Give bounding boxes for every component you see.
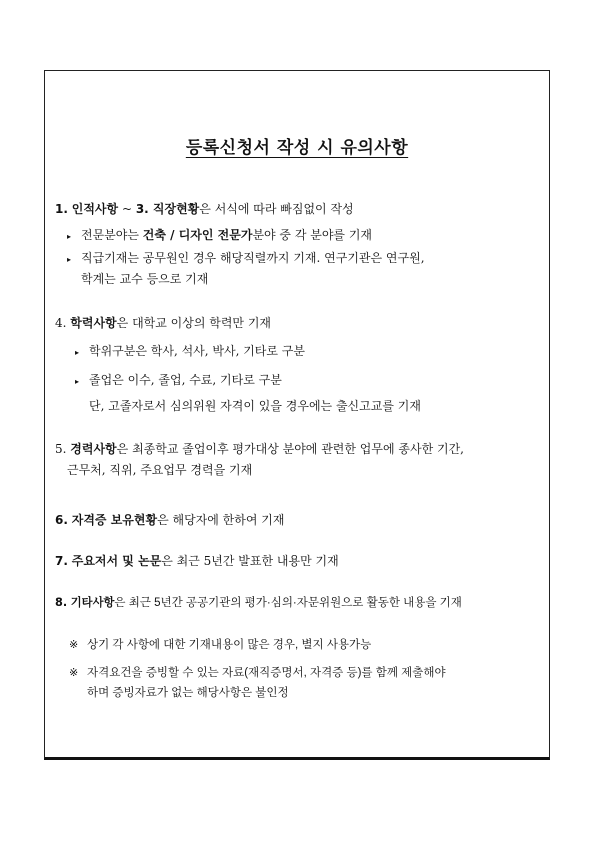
section-6-heading: 6. 자격증 보유현황은 해당자에 한하여 기재 — [55, 513, 285, 527]
section-1-item-rank-cont: 학계는 교수 등으로 기재 — [81, 272, 209, 286]
reference-mark-icon: ※ — [69, 666, 79, 679]
note-evidence: ※ 자격요건을 증빙할 수 있는 자료(재직증명서, 자격증 등)를 함께 제출해야 — [69, 666, 446, 679]
bullet-triangle-icon: ▸ — [75, 348, 80, 357]
bullet-triangle-icon: ▸ — [67, 255, 72, 264]
section-1-item-specialty: ▸ 전문분야는 건축 / 디자인 전문가분야 중 각 분야를 기재 — [67, 227, 372, 245]
section-5-heading-cont: 근무처, 직위, 주요업무 경력을 기재 — [67, 463, 253, 477]
bullet-triangle-icon: ▸ — [75, 377, 80, 386]
section-5-heading: 5. 경력사항은 최종학교 졸업이후 평가대상 분야에 관련한 업무에 종사한 기간, — [55, 442, 464, 456]
note-extra-sheet: ※ 상기 각 사항에 대한 기재내용이 많은 경우, 별지 사용가능 — [69, 638, 372, 651]
document-frame — [44, 70, 550, 760]
section-4-item-graduation: ▸ 졸업은 이수, 졸업, 수료, 기타로 구분 — [75, 372, 282, 390]
bullet-triangle-icon: ▸ — [67, 232, 72, 241]
note-evidence-cont: 하며 증빙자료가 없는 해당사항은 불인정 — [87, 687, 289, 699]
section-1-heading: 1. 인적사항 ~ 3. 직장현황은 서식에 따라 빠짐없이 작성 — [55, 202, 354, 216]
page-title: 등록신청서 작성 시 유의사항 — [185, 138, 409, 158]
section-4-heading: 4. 학력사항은 대학교 이상의 학력만 기재 — [55, 316, 272, 330]
section-8-heading: 8. 기타사항은 최근 5년간 공공기관의 평가·심의·자문위원으로 활동한 내용을 기재 — [55, 596, 462, 609]
reference-mark-icon: ※ — [69, 638, 79, 651]
section-4-item-degree: ▸ 학위구분은 학사, 석사, 박사, 기타로 구분 — [75, 343, 305, 361]
section-1-item-rank: ▸ 직급기재는 공무원인 경우 해당직렬까지 기재. 연구기관은 연구원, — [67, 250, 425, 268]
section-7-heading: 7. 주요저서 및 논문은 최근 5년간 발표한 내용만 기재 — [55, 554, 339, 568]
section-4-item-graduation-cont: 단, 고졸자로서 심의위원 자격이 있을 경우에는 출신고교를 기재 — [89, 399, 421, 413]
